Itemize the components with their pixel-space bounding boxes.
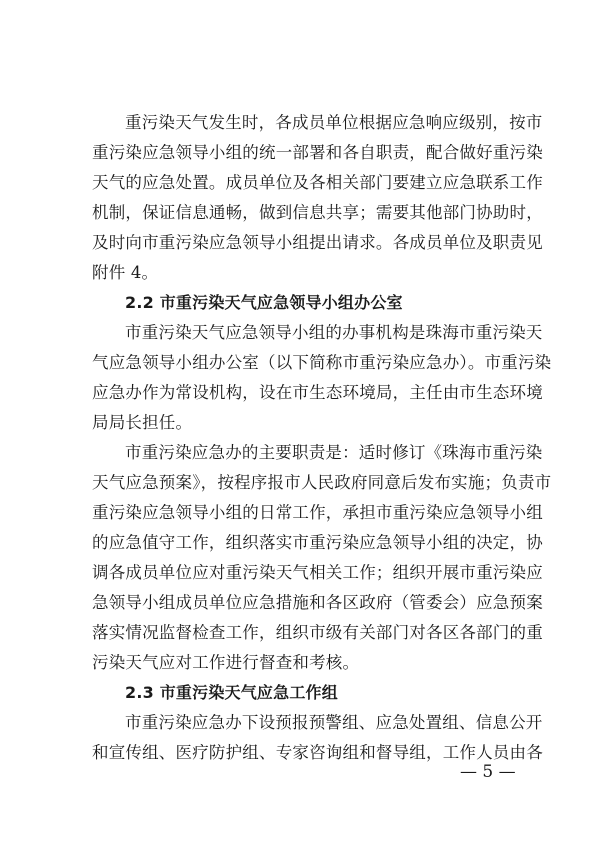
page-number: — 5 — (460, 762, 516, 782)
paragraph-line: 市重污染天气应急领导小组的办事机构是珠海市重污染天 (125, 323, 543, 342)
paragraph-line: 重污染应急领导小组的统一部署和各自职责，配合做好重污染 (92, 143, 543, 162)
paragraph-line: 天气应急预案》，按程序报市人民政府同意后发布实施；负责市 (92, 473, 552, 492)
section-heading-2-2: 2.2 市重污染天气应急领导小组办公室 (125, 293, 403, 312)
paragraph-line: 市重污染应急办下设预报预警组、应急处置组、信息公开 (125, 713, 543, 732)
paragraph-line: 局局长担任。 (92, 413, 193, 432)
paragraph-line: 重污染天气发生时，各成员单位根据应急响应级别，按市 (125, 113, 543, 132)
paragraph-line: 重污染应急领导小组的日常工作，承担市重污染应急领导小组 (92, 503, 543, 522)
paragraph-line: 应急办作为常设机构，设在市生态环境局，主任由市生态环境 (92, 383, 543, 402)
paragraph-line: 急领导小组成员单位应急措施和各区政府（管委会）应急预案 (92, 593, 543, 612)
paragraph-line: 和宣传组、医疗防护组、专家咨询组和督导组，工作人员由各 (92, 743, 543, 762)
paragraph-line: 的应急值守工作，组织落实市重污染应急领导小组的决定，协 (92, 533, 543, 552)
paragraph-line: 机制，保证信息通畅，做到信息共享；需要其他部门协助时， (92, 203, 543, 222)
paragraph-line: 市重污染应急办的主要职责是：适时修订《珠海市重污染 (125, 443, 543, 462)
paragraph-line: 污染天气应对工作进行督查和考核。 (92, 653, 360, 672)
paragraph-line: 气应急领导小组办公室（以下简称市重污染应急办）。市重污染 (92, 353, 552, 372)
paragraph-line: 落实情况监督检查工作，组织市级有关部门对各区各部门的重 (92, 623, 543, 642)
paragraph-line: 附件 4。 (92, 263, 159, 282)
paragraph-line: 天气的应急处置。成员单位及各相关部门要建立应急联系工作 (92, 173, 543, 192)
section-heading-2-3: 2.3 市重污染天气应急工作组 (125, 683, 338, 702)
paragraph-line: 调各成员单位应对重污染天气相关工作；组织开展市重污染应 (92, 563, 543, 582)
paragraph-line: 及时向市重污染应急领导小组提出请求。各成员单位及职责见 (92, 233, 543, 252)
